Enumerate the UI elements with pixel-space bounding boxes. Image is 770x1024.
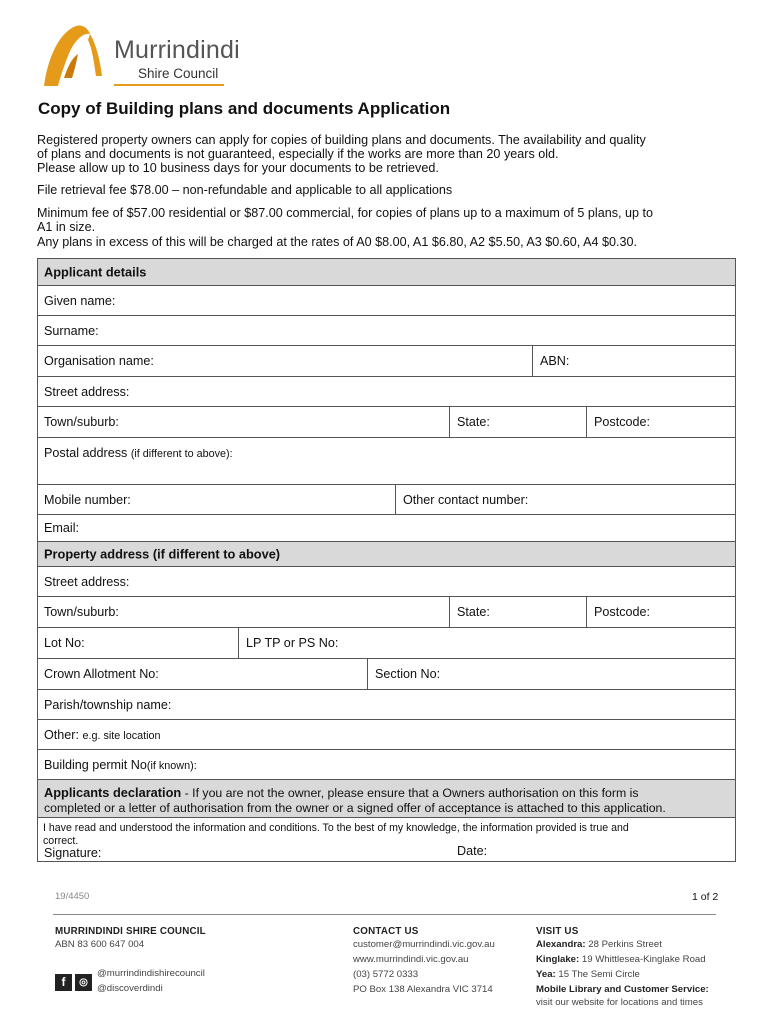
town-row bbox=[38, 406, 735, 437]
facebook-icon[interactable]: f bbox=[55, 974, 72, 991]
state-label: State: bbox=[457, 415, 490, 429]
property-street-label: Street address: bbox=[44, 574, 130, 589]
acknowledgement-row bbox=[38, 817, 735, 861]
logo-underline bbox=[114, 84, 224, 86]
visit-yea: Yea: 15 The Semi Circle bbox=[536, 969, 640, 980]
declaration-section bbox=[38, 779, 735, 817]
given-name-field[interactable] bbox=[38, 285, 735, 315]
other-label: Other: e.g. site location bbox=[44, 727, 161, 742]
social-handle-1[interactable]: @murrindindishirecouncil bbox=[97, 968, 205, 979]
given-name-label: Given name: bbox=[44, 293, 116, 308]
surname-field[interactable] bbox=[38, 315, 735, 345]
intro-line-3: Please allow up to 10 business days for your documents to be retrieved. bbox=[37, 161, 439, 175]
min-fee-line-1: Minimum fee of $57.00 residential or $87.00 commercial, for copies of plans up to a maximum of 5 plans, up to bbox=[37, 206, 654, 220]
email-field[interactable] bbox=[38, 514, 735, 541]
logo-name: Murrindindi bbox=[114, 36, 240, 64]
permit-field[interactable] bbox=[38, 749, 735, 779]
parish-field[interactable] bbox=[38, 689, 735, 719]
contact-email[interactable]: customer@murrindindi.vic.gov.au bbox=[353, 939, 495, 950]
min-fee-line-2: A1 in size. bbox=[37, 220, 96, 234]
fee-text: File retrieval fee $78.00 – non-refundable and applicable to all applications bbox=[37, 183, 453, 197]
crown-row bbox=[38, 658, 735, 689]
other-field[interactable] bbox=[38, 719, 735, 749]
min-fee-line-3: Any plans in excess of this will be charged at the rates of A0 $8.00, A1 $6.80, A2 $5.50, A3 $0.60, A4 $0.30. bbox=[37, 235, 638, 249]
section-field[interactable] bbox=[367, 659, 735, 689]
ack-line-2: correct. bbox=[43, 834, 79, 847]
property-section-header: Property address (if different to above) bbox=[38, 541, 735, 566]
social-handle-2[interactable]: @discoverdindi bbox=[97, 983, 163, 994]
parish-label: Parish/township name: bbox=[44, 697, 172, 712]
page-number: 1 of 2 bbox=[692, 891, 719, 903]
footer-abn: ABN 83 600 647 004 bbox=[55, 939, 145, 950]
street-address-field[interactable] bbox=[38, 376, 735, 406]
abn-label: ABN: bbox=[540, 354, 570, 368]
lp-label: LP TP or PS No: bbox=[246, 636, 339, 650]
date-field[interactable]: Date: bbox=[457, 844, 488, 858]
document-ref: 19/4450 bbox=[55, 891, 90, 902]
intro-line-1: Registered property owners can apply for copies of building plans and documents. The availability and quality bbox=[37, 133, 646, 147]
lot-label: Lot No: bbox=[44, 636, 85, 650]
crown-label: Crown Allotment No: bbox=[44, 667, 159, 681]
ack-line-1: I have read and understood the information and conditions. To the best of my knowledge, the information provided is true and bbox=[43, 822, 629, 834]
declaration-text-1: - If you are not the owner, please ensure that a Owners authorisation on this form is bbox=[181, 786, 639, 800]
lp-field[interactable] bbox=[238, 628, 735, 658]
contact-web[interactable]: www.murrindindi.vic.gov.au bbox=[353, 954, 469, 965]
footer-divider bbox=[53, 914, 716, 915]
visit-kinglake: Kinglake: 19 Whittlesea-Kinglake Road bbox=[536, 954, 706, 965]
instagram-icon[interactable]: ◎ bbox=[75, 974, 92, 991]
abn-field[interactable] bbox=[532, 346, 735, 376]
applicant-section-header: Applicant details bbox=[38, 259, 735, 285]
declaration-title: Applicants declaration bbox=[44, 785, 182, 800]
other-contact-field[interactable] bbox=[395, 485, 735, 514]
organisation-label: Organisation name: bbox=[44, 354, 154, 368]
page-title: Copy of Building plans and documents Application bbox=[38, 99, 451, 118]
contact-phone: (03) 5772 0333 bbox=[353, 969, 419, 980]
visit-title: VISIT US bbox=[536, 926, 579, 937]
visit-mobile-library: Mobile Library and Customer Service: bbox=[536, 984, 709, 995]
logo-subtitle: Shire Council bbox=[138, 66, 219, 81]
mobile-label: Mobile number: bbox=[44, 492, 131, 507]
intro-line-2: of plans and documents is not guaranteed, especially if the works are more than 20 years old. bbox=[37, 147, 559, 161]
declaration-text-2: completed or a letter of authorisation from the owner or a signed offer of acceptance is attached to this application. bbox=[44, 801, 666, 815]
postcode-field[interactable] bbox=[586, 407, 735, 437]
email-label: Email: bbox=[44, 521, 79, 535]
signature-field[interactable]: Signature: bbox=[44, 846, 102, 860]
postal-address-field[interactable] bbox=[38, 437, 735, 484]
organisation-row bbox=[38, 345, 735, 376]
property-town-row bbox=[38, 596, 735, 627]
logo-mark-icon bbox=[38, 20, 114, 92]
contact-title: CONTACT US bbox=[353, 926, 419, 937]
property-town-label: Town/suburb: bbox=[44, 605, 119, 619]
mobile-row bbox=[38, 484, 735, 514]
other-contact-label: Other contact number: bbox=[403, 492, 529, 507]
property-postcode-label: Postcode: bbox=[594, 605, 651, 619]
footer-org-name: MURRINDINDI SHIRE COUNCIL bbox=[55, 926, 206, 937]
section-label: Section No: bbox=[375, 667, 441, 681]
property-state-field[interactable] bbox=[449, 597, 587, 627]
street-address-label: Street address: bbox=[44, 384, 130, 399]
property-state-label: State: bbox=[457, 605, 490, 619]
property-street-field[interactable] bbox=[38, 566, 735, 596]
postcode-label: Postcode: bbox=[594, 415, 651, 429]
surname-label: Surname: bbox=[44, 323, 99, 338]
lot-row bbox=[38, 627, 735, 658]
council-logo bbox=[38, 20, 258, 92]
town-label: Town/suburb: bbox=[44, 415, 119, 429]
state-field[interactable] bbox=[449, 407, 587, 437]
visit-mobile-text: visit our website for locations and times bbox=[536, 997, 703, 1008]
application-form bbox=[37, 258, 736, 862]
permit-label: Building permit No(if known): bbox=[44, 757, 197, 772]
visit-alexandra: Alexandra: 28 Perkins Street bbox=[536, 939, 662, 950]
property-postcode-field[interactable] bbox=[586, 597, 735, 627]
postal-address-label: Postal address (if different to above): bbox=[44, 446, 233, 460]
contact-po: PO Box 138 Alexandra VIC 3714 bbox=[353, 984, 493, 995]
